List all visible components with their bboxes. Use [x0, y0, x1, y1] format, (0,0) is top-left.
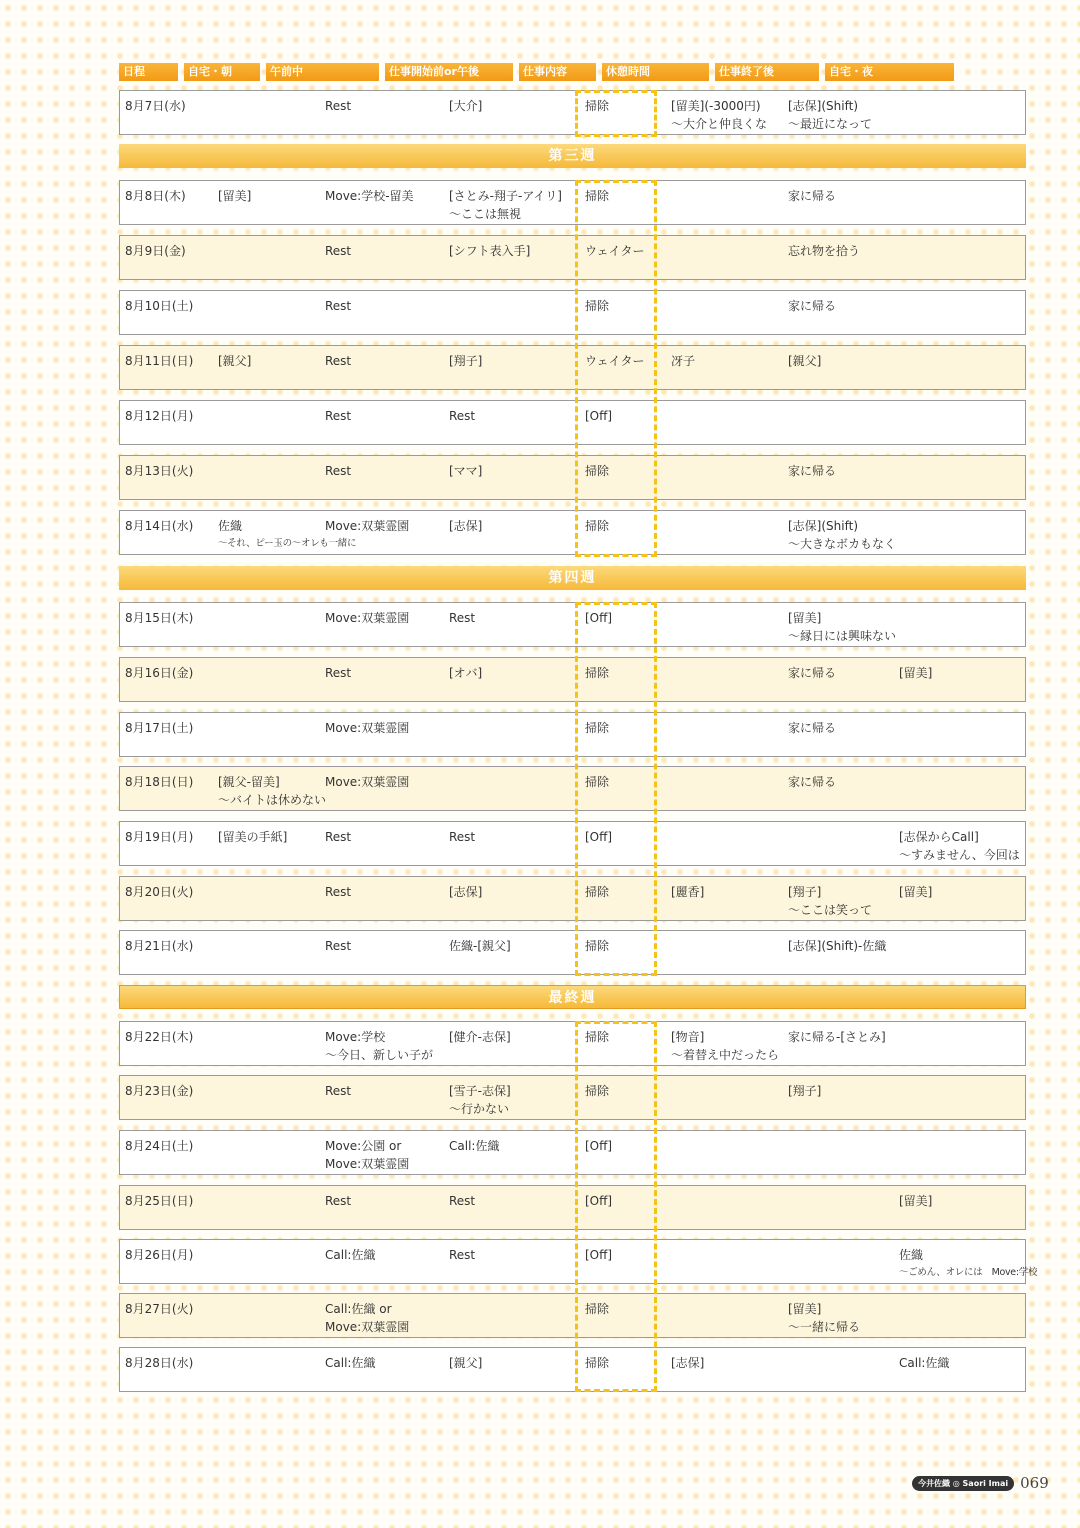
schedule-row: [119, 510, 1026, 555]
page-number: 069: [1020, 1474, 1049, 1492]
after-work-cell: [788, 187, 836, 205]
cell-line: [ママ]: [449, 464, 483, 478]
after-work-cell: [788, 773, 836, 791]
before-work-cell: [449, 517, 482, 535]
morning-cell: [325, 97, 351, 115]
header-cell: 仕事終了後: [715, 63, 819, 81]
morning-cell: [325, 352, 351, 370]
date-cell: 8月11日(日): [125, 354, 194, 368]
cell-line: Call:佐織: [325, 1248, 376, 1262]
cell-line: 掃除: [585, 666, 610, 680]
after-work-cell: [788, 609, 896, 645]
cell-line: [留美]: [218, 189, 252, 203]
date-cell: 8月21日(水): [125, 939, 194, 953]
cell-line: 掃除: [585, 775, 610, 789]
work-cell: [585, 883, 609, 901]
morning-cell: [325, 187, 414, 205]
home-morning-cell: [218, 352, 251, 370]
date-cell: 8月19日(月): [125, 830, 194, 844]
date-cell: 8月15日(木): [125, 611, 194, 625]
cell-line: Rest: [325, 464, 352, 478]
after-work-cell: [788, 1028, 886, 1046]
cell-line: [健介-志保]: [449, 1030, 511, 1044]
after-work-cell: [788, 517, 896, 553]
work-cell: [585, 1192, 612, 1210]
cell-line: [留美]: [899, 1194, 933, 1208]
before-work-cell: [449, 1192, 475, 1210]
work-cell: [585, 1300, 609, 1318]
header-cell: 自宅・夜: [825, 63, 954, 81]
cell-line: 佐織: [899, 1248, 924, 1262]
home-night-cell: [899, 1192, 932, 1210]
schedule-row: [119, 602, 1026, 647]
schedule-row: [119, 821, 1026, 866]
before-work-cell: [449, 828, 475, 846]
cell-line: [志保](Shift): [788, 519, 859, 533]
cell-line: 〜大介と仲良くな: [671, 117, 768, 131]
cell-line: Rest: [449, 1194, 476, 1208]
after-work-cell: [788, 1300, 860, 1336]
header-cell: 自宅・朝: [184, 63, 260, 81]
morning-cell: [325, 1354, 375, 1372]
cell-line: [シフト表入手]: [449, 244, 531, 258]
cell-line: 家に帰る-[さとみ]: [788, 1030, 886, 1044]
morning-cell: [325, 664, 351, 682]
cell-line: Rest: [325, 885, 352, 899]
work-cell: [585, 352, 645, 370]
cell-line: Rest: [449, 409, 476, 423]
schedule-row: [119, 1239, 1038, 1284]
date-cell: 8月12日(月): [125, 409, 194, 423]
after-work-cell: [788, 352, 821, 370]
before-work-cell: [449, 883, 482, 901]
schedule-row: [119, 400, 1026, 445]
cell-line: Move:双葉霊園: [325, 1320, 410, 1334]
morning-cell: [325, 1137, 409, 1173]
date-cell: 8月28日(水): [125, 1356, 194, 1370]
before-work-cell: [449, 352, 482, 370]
morning-cell: [325, 517, 409, 535]
date-cell: 8月8日(木): [125, 189, 186, 203]
morning-cell: [325, 883, 351, 901]
schedule-row: [119, 712, 1026, 757]
schedule-row: [119, 290, 1026, 335]
cell-line: [物音]: [671, 1030, 705, 1044]
date-cell: 8月22日(木): [125, 1030, 194, 1044]
header-cell: 仕事内容: [519, 63, 596, 81]
schedule-row: [119, 235, 1026, 280]
morning-cell: [325, 1082, 351, 1100]
cell-line: [親父]: [218, 354, 252, 368]
schedule-row: [119, 1347, 1026, 1392]
cell-line: Call:佐織: [449, 1139, 500, 1153]
before-work-cell: [449, 1354, 482, 1372]
morning-cell: [325, 407, 351, 425]
date-cell: 8月23日(金): [125, 1084, 194, 1098]
home-night-cell: [899, 883, 932, 901]
cell-line: Move:双葉霊園: [325, 611, 410, 625]
work-cell: [585, 1082, 609, 1100]
cell-line: 家に帰る: [788, 464, 837, 478]
header-cell: 日程: [119, 63, 178, 81]
cell-line: [志保からCall]: [899, 830, 979, 844]
schedule-row: [119, 455, 1026, 500]
before-work-cell: [449, 1137, 499, 1155]
cell-line: 〜ここは無視: [449, 207, 522, 221]
date-cell: 8月10日(土): [125, 299, 194, 313]
work-cell: [585, 297, 609, 315]
cell-line: 〜ここは笑って: [788, 903, 873, 917]
cell-line: [留美]: [788, 1302, 822, 1316]
cell-line: Call:佐織: [325, 1356, 376, 1370]
work-cell: [585, 97, 609, 115]
cell-line: [Off]: [585, 1194, 613, 1208]
date-cell: 8月16日(金): [125, 666, 194, 680]
cell-line: [Off]: [585, 830, 613, 844]
date-cell: 8月20日(火): [125, 885, 194, 899]
schedule-row: [119, 1130, 1026, 1175]
work-cell: [585, 828, 612, 846]
date-cell: 8月24日(土): [125, 1139, 194, 1153]
week-band: 第三週: [119, 144, 1026, 168]
schedule-row: [119, 90, 1026, 135]
work-cell: [585, 773, 609, 791]
schedule-row: [119, 876, 1026, 921]
cell-line: 〜着替え中だったら: [671, 1048, 780, 1062]
cell-line: 家に帰る: [788, 775, 837, 789]
work-cell: [585, 517, 609, 535]
before-work-cell: [449, 1028, 511, 1046]
work-cell: [585, 719, 609, 737]
cell-line: [志保]: [449, 885, 483, 899]
after-work-cell: [788, 97, 872, 133]
schedule-row: [119, 1021, 1026, 1066]
cell-line: [留美の手紙]: [218, 830, 288, 844]
work-cell: [585, 1028, 609, 1046]
cell-line: 〜最近になって: [788, 117, 873, 131]
work-cell: [585, 462, 609, 480]
cell-line: 家に帰る: [788, 299, 837, 313]
work-cell: [585, 1354, 609, 1372]
cell-line: 掃除: [585, 299, 610, 313]
break-cell: [671, 352, 695, 370]
cell-line: Rest: [325, 1194, 352, 1208]
date-cell: 8月25日(日): [125, 1194, 194, 1208]
character-badge: 今井佐織 ◎ Saori Imai: [912, 1476, 1014, 1491]
home-night-cell: [899, 664, 932, 682]
cell-line: [親父]: [449, 1356, 483, 1370]
home-night-cell: [899, 1246, 1037, 1282]
morning-cell: [325, 462, 351, 480]
cell-line: [Off]: [585, 1248, 613, 1262]
cell-line: Move:学校-留美: [325, 189, 414, 203]
before-work-cell: [449, 937, 511, 955]
cell-line: 家に帰る: [788, 721, 837, 735]
cell-line: Rest: [325, 299, 352, 313]
morning-cell: [325, 1246, 375, 1264]
date-cell: 8月7日(水): [125, 99, 186, 113]
cell-line: 〜行かない: [449, 1102, 510, 1116]
cell-line: 掃除: [585, 99, 610, 113]
break-cell: [671, 1028, 779, 1064]
cell-line: Call:佐織 or: [325, 1302, 392, 1316]
cell-line: Move:公園 or: [325, 1139, 402, 1153]
cell-line: Rest: [449, 611, 476, 625]
cell-line: [翔子]: [449, 354, 483, 368]
cell-line: Move:学校: [325, 1030, 386, 1044]
cell-line: 掃除: [585, 1356, 610, 1370]
schedule-row: [119, 930, 1026, 975]
morning-cell: [325, 937, 351, 955]
cell-line: [留美](-3000円): [671, 99, 761, 113]
cell-line: 〜バイトは休めない: [218, 793, 327, 807]
cell-line: 掃除: [585, 1302, 610, 1316]
cell-line: 冴子: [671, 354, 696, 368]
before-work-cell: [449, 407, 475, 425]
date-cell: 8月18日(日): [125, 775, 194, 789]
cell-line: ウェイター: [585, 244, 645, 258]
before-work-cell: [449, 97, 482, 115]
after-work-cell: [788, 297, 836, 315]
after-work-cell: [788, 883, 872, 919]
morning-cell: [325, 828, 351, 846]
cell-line: Rest: [449, 1248, 476, 1262]
date-cell: 8月27日(火): [125, 1302, 194, 1316]
cell-line: 掃除: [585, 939, 610, 953]
cell-line: [志保](Shift): [788, 99, 859, 113]
work-cell: [585, 609, 612, 627]
cell-line: 〜大きなボカもなく: [788, 537, 897, 551]
cell-line: 家に帰る: [788, 189, 837, 203]
cell-line: 忘れ物を拾う: [788, 244, 861, 258]
morning-cell: [325, 297, 351, 315]
cell-line: [オバ]: [449, 666, 483, 680]
after-work-cell: [788, 242, 860, 260]
cell-line: 掃除: [585, 1030, 610, 1044]
cell-line: 掃除: [585, 721, 610, 735]
work-cell: [585, 407, 612, 425]
date-cell: 8月9日(金): [125, 244, 186, 258]
cell-line: Rest: [325, 939, 352, 953]
cell-line: [さとみ-翔子-アイリ]: [449, 189, 562, 203]
schedule-row: [119, 766, 1026, 811]
cell-line: Move:双葉霊園: [325, 1157, 410, 1171]
cell-line: 掃除: [585, 1084, 610, 1098]
date-cell: 8月13日(火): [125, 464, 194, 478]
schedule-row: [119, 1293, 1026, 1338]
before-work-cell: [449, 1246, 475, 1264]
morning-cell: [325, 773, 409, 791]
cell-line: Rest: [325, 354, 352, 368]
cell-line: Rest: [325, 244, 352, 258]
cell-line: 佐織: [218, 519, 243, 533]
morning-cell: [325, 719, 409, 737]
cell-line: [翔子]: [788, 1084, 822, 1098]
cell-line: [親父-留美]: [218, 775, 280, 789]
cell-line: [志保]: [449, 519, 483, 533]
morning-cell: [325, 1192, 351, 1210]
date-cell: 8月17日(土): [125, 721, 194, 735]
cell-line: 〜縁日には興味ない: [788, 629, 897, 643]
morning-cell: [325, 242, 351, 260]
home-morning-cell: [218, 773, 326, 809]
morning-cell: [325, 609, 409, 627]
morning-cell: [325, 1300, 409, 1336]
cell-line: 掃除: [585, 464, 610, 478]
week-band: 最終週: [119, 985, 1026, 1009]
after-work-cell: [788, 937, 886, 955]
before-work-cell: [449, 609, 475, 627]
cell-line: [親父]: [788, 354, 822, 368]
cell-line: Call:佐織: [899, 1356, 950, 1370]
work-cell: [585, 1246, 612, 1264]
after-work-cell: [788, 462, 836, 480]
after-work-cell: [788, 664, 836, 682]
cell-line: Rest: [325, 830, 352, 844]
home-night-cell: [899, 1354, 949, 1372]
date-cell: 8月26日(月): [125, 1248, 194, 1262]
cell-line: [大介]: [449, 99, 483, 113]
week-band: 第四週: [119, 566, 1026, 590]
cell-line: Rest: [449, 830, 476, 844]
schedule-row: [119, 1185, 1026, 1230]
cell-line: 〜一緒に帰る: [788, 1320, 861, 1334]
work-cell: [585, 187, 609, 205]
cell-line: Rest: [325, 666, 352, 680]
cell-line: [留美]: [788, 611, 822, 625]
cell-line: Move:双葉霊園: [325, 721, 410, 735]
work-cell: [585, 937, 609, 955]
cell-line: [志保]: [671, 1356, 705, 1370]
cell-line: 掃除: [585, 885, 610, 899]
cell-line: 〜それ、ピー玉の〜オレも一緒に: [218, 538, 357, 549]
cell-line: ウェイター: [585, 354, 645, 368]
cell-line: 家に帰る: [788, 666, 837, 680]
before-work-cell: [449, 1082, 511, 1118]
schedule-row: [119, 1075, 1026, 1120]
before-work-cell: [449, 462, 482, 480]
cell-line: 掃除: [585, 519, 610, 533]
cell-line: Rest: [325, 409, 352, 423]
cell-line: 〜今日、新しい子が: [325, 1048, 434, 1062]
cell-line: [Off]: [585, 611, 613, 625]
home-night-cell: [899, 828, 1020, 864]
break-cell: [671, 1354, 704, 1372]
cell-line: [雪子-志保]: [449, 1084, 511, 1098]
schedule-row: [119, 180, 1026, 225]
header-cell: 仕事開始前or午後: [385, 63, 513, 81]
cell-line: Move:双葉霊園: [325, 775, 410, 789]
cell-line: Rest: [325, 1084, 352, 1098]
after-work-cell: [788, 1082, 821, 1100]
cell-line: 〜すみません、今回は: [899, 848, 1020, 862]
schedule-row: [119, 345, 1026, 390]
cell-line: [翔子]: [788, 885, 822, 899]
break-cell: [671, 97, 767, 133]
cell-line: 〜ごめん、オレには Move:学校: [899, 1267, 1038, 1278]
work-cell: [585, 1137, 612, 1155]
break-cell: [671, 883, 704, 901]
date-cell: 8月14日(水): [125, 519, 194, 533]
cell-line: [Off]: [585, 1139, 613, 1153]
work-cell: [585, 664, 609, 682]
cell-line: 佐織-[親父]: [449, 939, 511, 953]
before-work-cell: [449, 187, 562, 223]
work-cell: [585, 242, 645, 260]
header-cell: 午前中: [266, 63, 379, 81]
home-morning-cell: [218, 187, 251, 205]
cell-line: [志保](Shift)-佐織: [788, 939, 887, 953]
after-work-cell: [788, 719, 836, 737]
home-morning-cell: [218, 828, 287, 846]
before-work-cell: [449, 242, 530, 260]
cell-line: 掃除: [585, 189, 610, 203]
morning-cell: [325, 1028, 433, 1064]
cell-line: [麗香]: [671, 885, 705, 899]
schedule-row: [119, 657, 1026, 702]
cell-line: [Off]: [585, 409, 613, 423]
cell-line: [留美]: [899, 666, 933, 680]
cell-line: Rest: [325, 99, 352, 113]
before-work-cell: [449, 664, 482, 682]
cell-line: [留美]: [899, 885, 933, 899]
header-cell: 休憩時間: [602, 63, 709, 81]
table-header: [119, 63, 954, 81]
page-footer: [912, 1474, 1049, 1492]
cell-line: Move:双葉霊園: [325, 519, 410, 533]
